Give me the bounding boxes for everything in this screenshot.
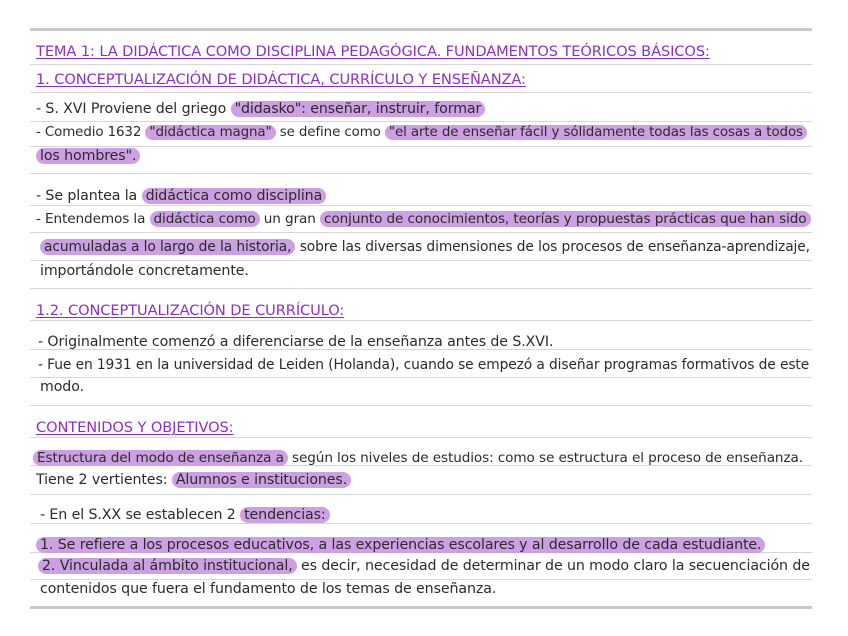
text-fragment: se define como (275, 125, 385, 140)
text-line (36, 186, 806, 206)
highlighted-text: acumuladas a lo largo de la historia, (40, 239, 295, 255)
text-line (40, 579, 810, 599)
highlighted-text: tendencias: (240, 507, 330, 523)
rule-line (30, 232, 812, 233)
highlighted-text: didáctica como disciplina (142, 188, 327, 204)
text-line (38, 556, 808, 576)
rule-line (30, 494, 812, 495)
highlighted-text: Alumnos e instituciones. (172, 472, 351, 488)
highlighted-text: "didáctica magna" (145, 125, 275, 140)
text-fragment: - S. XVI Proviene del griego (36, 101, 231, 117)
highlighted-text: "el arte de enseñar fácil y sólidamente todas las cosas a todos (385, 125, 807, 140)
highlighted-text: Estructura del modo de enseñanza a (33, 450, 288, 466)
text-fragment: Tiene 2 vertientes: (36, 472, 172, 488)
rule-line (30, 64, 812, 65)
text-fragment: un gran (259, 211, 321, 227)
rule-line (30, 288, 812, 289)
text-line (33, 448, 803, 468)
text-line: - Fue en 1931 en la universidad de Leiden (Holanda), cuando se empezó a diseñar programas formativos de este (38, 357, 810, 373)
text-line: modo. (40, 379, 84, 395)
text-line (36, 470, 806, 490)
text-line (36, 146, 806, 166)
text-fragment: - Comedio 1632 (36, 125, 146, 140)
text-line (40, 261, 810, 281)
text-fragment: - En el S.XX se establecen 2 (40, 507, 241, 523)
rule-line (30, 121, 812, 122)
section-heading-contenidos: CONTENIDOS Y OBJETIVOS: (36, 419, 234, 436)
text-line (40, 237, 810, 257)
text-line (36, 99, 806, 119)
text-line (36, 209, 806, 229)
text-fragment: según los niveles de estudios: como se estructura el proceso de enseñanza. (287, 450, 803, 466)
text-fragment: sobre las diversas dimensiones de los procesos de enseñanza-aprendizaje, (295, 239, 810, 255)
text-fragment: es decir, necesidad de determinar de un modo claro la secuenciación de (296, 558, 810, 574)
text-line (36, 535, 806, 555)
text-line (40, 505, 810, 525)
highlighted-text: "didasko": enseñar, instruir, formar (231, 101, 486, 117)
bottom-border (30, 606, 812, 609)
section-heading-conceptualizacion: 1. CONCEPTUALIZACIÓN DE DIDÁCTICA, CURRÍCULO Y ENSEÑANZA: (36, 71, 526, 88)
highlighted-text: didáctica como (150, 211, 260, 227)
page-title: TEMA 1: LA DIDÁCTICA COMO DISCIPLINA PEDAGÓGICA. FUNDAMENTOS TEÓRICOS BÁSICOS: (36, 43, 710, 60)
rule-line (30, 92, 812, 93)
text-fragment: importándole concretamente. (40, 263, 249, 279)
text-line (36, 123, 806, 143)
rule-line (30, 405, 812, 406)
text-line: - Originalmente comenzó a diferenciarse de la enseñanza antes de S.XVI. (38, 334, 554, 350)
section-heading-curriculo: 1.2. CONCEPTUALIZACIÓN DE CURRÍCULO: (36, 302, 345, 319)
rule-line (30, 173, 812, 174)
top-border (30, 28, 812, 31)
highlighted-text: los hombres". (36, 148, 140, 164)
highlighted-text: 2. Vinculada al ámbito institucional, (38, 558, 297, 574)
text-fragment: - Se plantea la (36, 188, 142, 204)
text-fragment: contenidos que fuera el fundamento de los temas de enseñanza. (40, 581, 497, 597)
text-fragment: - Entendemos la (36, 211, 150, 227)
highlighted-text: conjunto de conocimientos, teorías y propuestas prácticas que han sido (320, 211, 810, 227)
highlighted-text: 1. Se refiere a los procesos educativos, a las experiencias escolares y al desarrollo de cada estudiante. (36, 537, 765, 553)
